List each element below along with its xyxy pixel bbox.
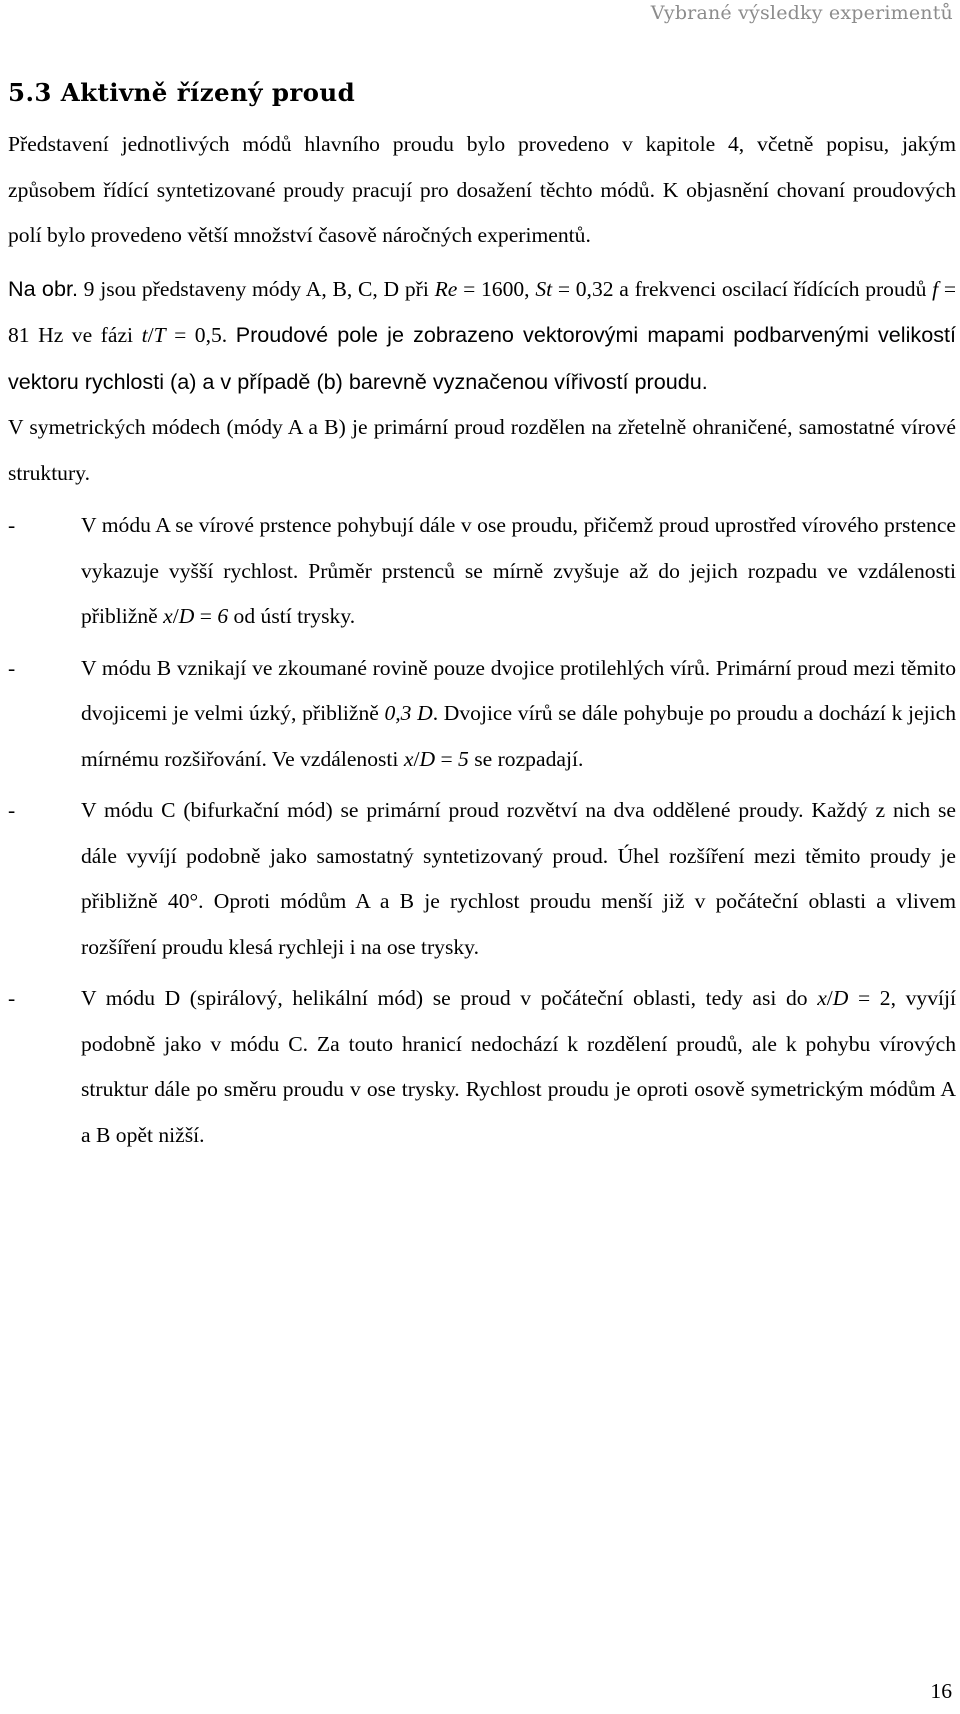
list-dash: - [8,655,16,680]
list-dash: - [8,798,16,822]
list-item-mode-a [8,503,956,640]
text-span: = [435,746,459,771]
text-span: = 81 Hz ve fázi [8,276,957,347]
text-span: V módu C (bifurkační mód) se primární proud rozvětví na dva oddělené proudy. Každý z nich se dále vyvíjí podobně jako samostatný syntetizovaný proud. Úhel rozšíření mezi těmito proudy je přibližně 40°. Oproti módům A a B je rychlost proudu menší již v počáteční oblasti a vlivem rozšíření proudu klesá rychleji i na ose trysky. [81,798,956,959]
list-item-mode-d [8,976,956,1158]
x-symbol: x [817,986,827,1010]
strouhal-symbol: St [535,276,553,301]
diameter-symbol: D [178,604,195,628]
time-symbol: t [141,323,148,347]
width-value: 0,3 D [384,701,433,725]
text-span: 9 jsou představeny módy A, B, C, D při [77,276,435,301]
text-span: / [826,986,833,1010]
text-span: = [194,604,218,628]
period-symbol: T [153,323,166,347]
list-item-mode-b [8,646,956,783]
text-span: V módu D (spirálový, helikální mód) se proud v počáteční oblasti, tedy asi do [81,986,818,1010]
text-span: . Dvojice vírů se dále pohybuje po proudu a dochází k jejich mírnému rozšiřování. Ve vzdálenosti [81,701,956,771]
text-span: = 0,32 a frekvenci oscilací řídících proudů [552,276,933,301]
paragraph-modes-figure [8,266,956,406]
figure-reference: Na obr. [8,275,78,301]
list-item-mode-c [8,788,956,970]
running-header: Vybrané výsledky experimentů [650,2,953,24]
reynolds-symbol: Re [434,276,458,301]
text-span: se rozpadají. [468,746,584,771]
diameter-symbol: D [419,746,436,771]
text-span: V módu B vznikají ve zkoumané rovině pouze dvojice protilehlých vírů. Primární proud mezi těmito dvojicemi je velmi úzký, přibližně [81,655,956,725]
list-dash: - [8,513,16,537]
text-span: / [172,604,179,628]
text-span: / [147,323,154,347]
section-heading: 5.3 Aktivně řízený proud [8,78,356,107]
distance-value: 6 [217,604,229,628]
distance-value: 5 [458,746,469,771]
diameter-symbol: D [832,986,849,1010]
figure-description: Proudové pole je zobrazeno vektorovými mapami podbarvenými velikostí vektoru rychlosti (a) a v případě (b) barevně vyznačenou vířivostí proudu. [8,322,957,394]
text-span: = 0,5. [165,323,236,347]
text-span: V módu A se vírové prstence pohybují dále v ose proudu, přičemž proud uprostřed vírového prstence vykazuje vyšší rychlost. Průměr prstenců se mírně zvyšuje až do jejich rozpadu ve vzdálenosti přibližně [81,513,956,628]
list-dash: - [8,986,16,1010]
frequency-symbol: f [932,276,939,301]
paragraph-symmetric-modes: V symetrických módech (módy A a B) je primární proud rozdělen na zřetelně ohraničené, samostatné vírové struktury. [8,415,956,485]
page-number: 16 [930,1679,952,1703]
x-symbol: x [163,604,173,628]
text-span: = 2, vyvíjí podobně jako v módu C. Za touto hranicí nedochází k rozdělení proudů, ale k pohybu vírových struktur dále po směru proudu v ose trysky. Rychlost proudu je oproti osově symetrickým módům A a B opět nižší. [81,986,956,1147]
text-span: od ústí trysky. [228,604,356,628]
mode-list [8,503,956,1158]
text-span: / [413,746,420,771]
x-symbol: x [403,746,414,771]
body-text [8,122,956,1164]
paragraph-intro: Představení jednotlivých módů hlavního proudu bylo provedeno v kapitole 4, včetně popisu, jakým způsobem řídící syntetizované proudy pracují pro dosažení těchto módů. K objasnění chovaní proudových polí bylo provedeno větší množství časově náročných experimentů. [8,132,956,247]
text-span: = 1600, [457,276,536,301]
